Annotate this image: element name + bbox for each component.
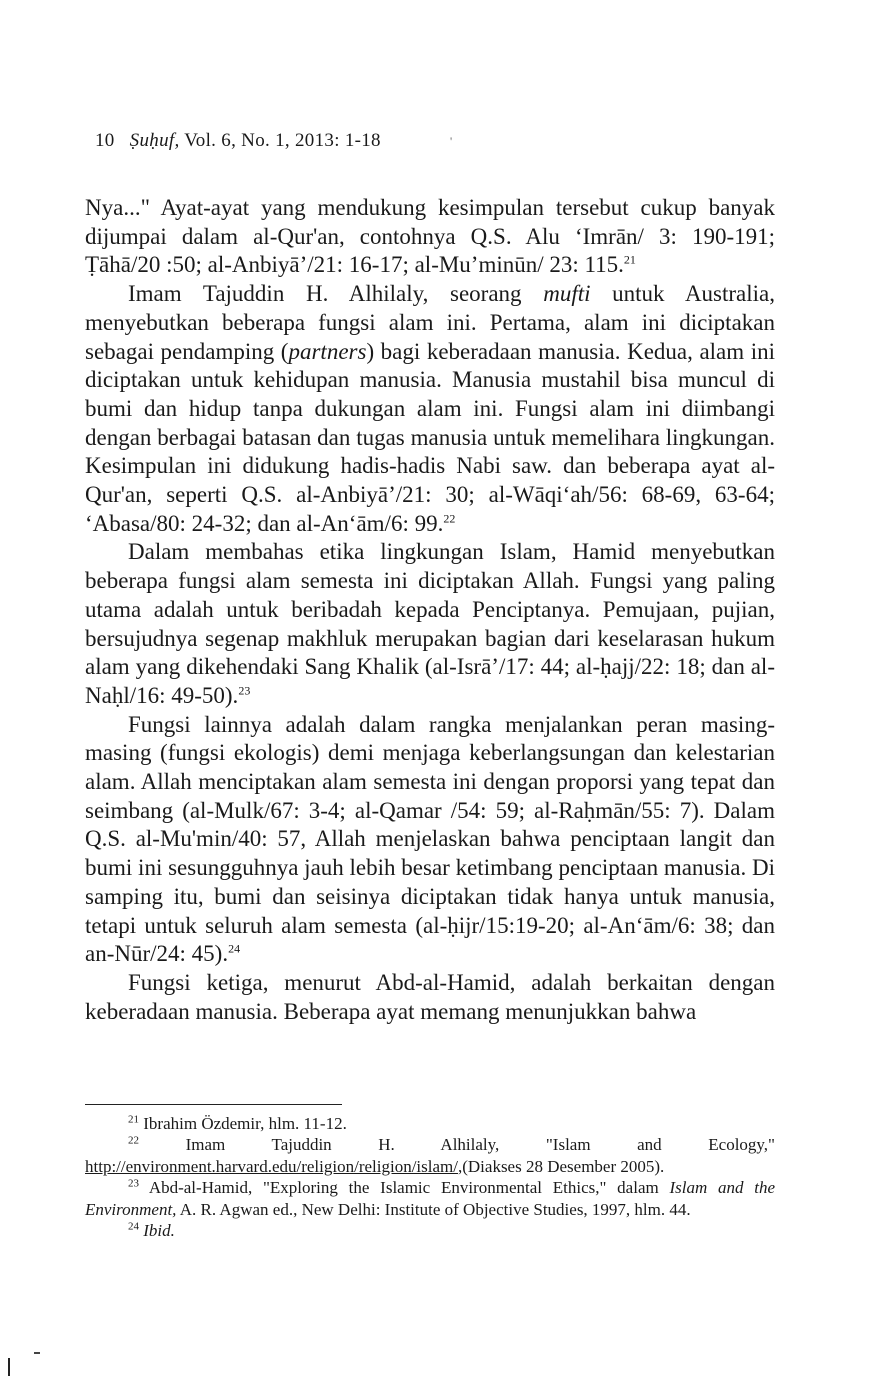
footnote-ref-24[interactable]: 24 — [228, 941, 241, 956]
paragraph-4: Fungsi lainnya adalah dalam rangka menjalankan peran masing-masing (fungsi ekologis) demi menjaga keberlangsungan dan kelestarian alam. Allah menciptakan alam semesta ini dengan proporsi yang tepat dan seimbang (al-Mulk/67: 3-4; al-Qamar /54: 59; al-Raḥmān/55: 7). Dalam Q.S. al-Mu'min/40: 57, Allah menjelaskan bahwa penciptaan langit dan bumi ini sesungguhnya jauh lebih besar ketimbang penciptaan manusia. Di samping itu, bumi dan seisinya diciptakan tidak hanya untuk manusia, tetapi untuk seluruh alam semesta (al-ḥijr/15:19-20; al-An‘ām/6: 38; dan an-Nūr/24: 45).$^{24}$ — [85, 711, 775, 967]
scan-mark-dash — [34, 1352, 40, 1354]
paragraph-1: Nya..." Ayat-ayat yang mendukung kesimpulan tersebut cukup banyak dijumpai dalam al-Qur'an, contohnya Q.S. Alu ‘Imrān/ 3: 190-191; Ṭāhā/20 :50; al-Anbiyā’/21: 16-17; al-Mu’minūn/ 23: 115.21 — [85, 195, 775, 278]
footnote-link[interactable]: http://environment.harvard.edu/religion/religion/islam/ — [85, 1156, 458, 1176]
footnote-ref-21[interactable]: 21 — [623, 252, 636, 267]
footnote-21: $^{21}$ Ibrahim Özdemir, hlm. 11-12. — [128, 1113, 347, 1133]
footnote-divider — [85, 1104, 342, 1105]
footnote-ref-22[interactable]: 22 — [443, 511, 456, 526]
paragraph-2: Imam Tajuddin H. Alhilaly, seorang mufti untuk Australia, menyebutkan beberapa fungsi alam ini. Pertama, alam ini diciptakan sebagai pendamping (partners) bagi keberadaan manusia. Kedua, alam ini diciptakan untuk kehidupan manusia. Manusia mustahil bisa muncul di bumi dan hidup tanpa dukungan alam ini. Fungsi alam ini diimbangi dengan berbagai batasan dan tugas manusia untuk memelihara lingkungan. Kesimpulan ini didukung hadis-hadis Nabi saw. dan beberapa ayat al-Qur'an, seperti Q.S. al-Anbiyā’/21: 30; al-Wāqi‘ah/56: 68-69, 63-64; ‘Abasa/80: 24-32; dan al-An‘ām/6: 99.22 — [85, 281, 775, 536]
footnotes — [85, 1113, 775, 1241]
footnote-ref-23[interactable]: 23 — [238, 683, 251, 698]
journal-title: Ṣuḥuf, — [129, 130, 180, 151]
footnote-23: $^{23}$ Abd-al-Hamid, "Exploring the Islamic Environmental Ethics," dalam Islam and the Environment, A. R. Agwan ed., New Delhi: Institute of Objective Studies, 1997, hlm. 44. — [85, 1177, 776, 1219]
journal-issue: Vol. 6, No. 1, 2013: 1-18 — [184, 130, 381, 151]
paragraph-3: Dalam membahas etika lingkungan Islam, Hamid menyebutkan beberapa fungsi alam semesta ini diciptakan Allah. Fungsi yang paling utama adalah untuk beribadah kepada Penciptanya. Pemujaan, pujian, bersujudnya segenap makhluk merupakan bagian dari keselarasan hukum alam yang dikehendaki Sang Khalik (al-Isrā’/17: 44; al-ḥajj/22: 18; dan al-Naḥl/16: 49-50).$^{23}$ — [85, 539, 775, 708]
footnote-24: $^{24}$ Ibid. — [128, 1220, 175, 1241]
page-number: 10 — [95, 130, 115, 151]
running-header — [95, 130, 453, 152]
book-title: Islam and the Environment, — [85, 1178, 776, 1219]
stray-mark: ' — [450, 134, 453, 148]
main-text — [85, 194, 775, 1026]
scan-mark-bar — [8, 1358, 10, 1376]
footnote-22: $^{22}$ Imam Tajuddin H. Alhilaly, "Islam and Ecology," http://environment.harvard.edu/religion/religion/islam/,(Diakses 28 Desember 2005). — [85, 1134, 775, 1176]
paragraph-5: Fungsi ketiga, menurut Abd-al-Hamid, adalah berkaitan dengan keberadaan manusia. Beberapa ayat memang menunjukkan bahwa — [85, 969, 775, 1024]
